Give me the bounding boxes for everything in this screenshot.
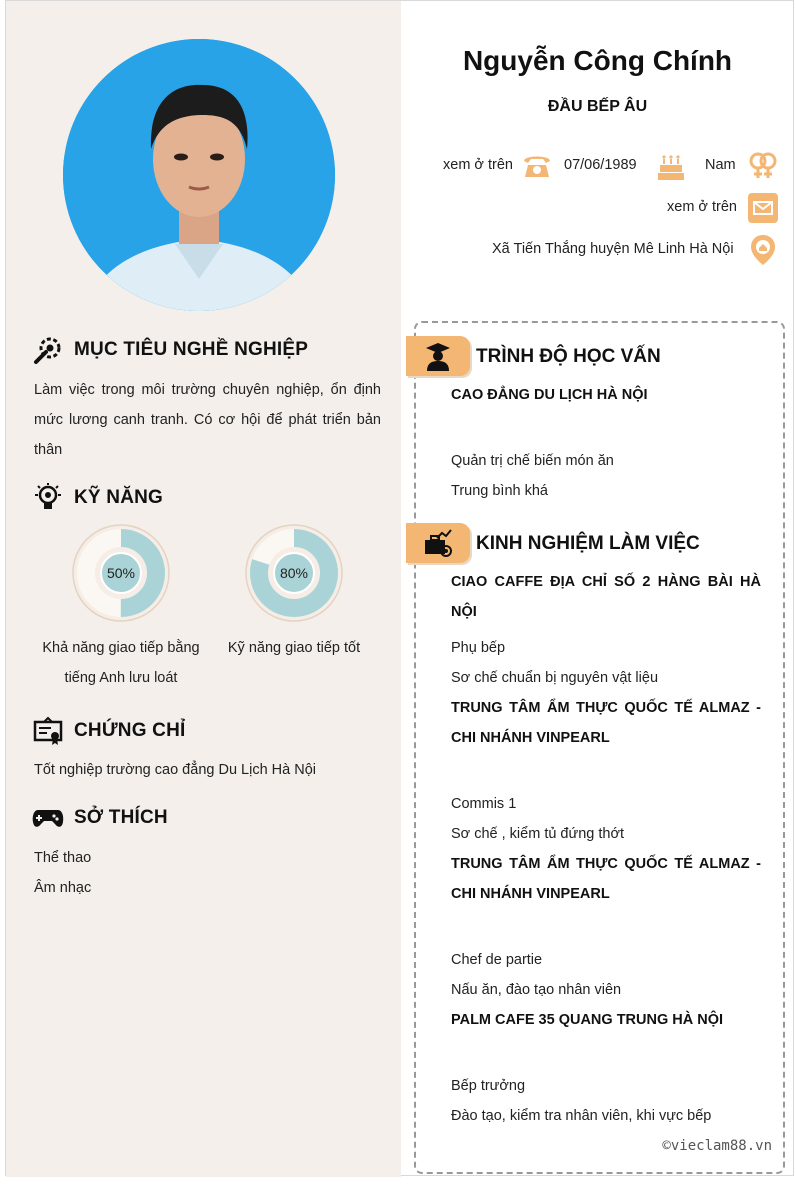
hobby-item: Âm nhạc: [34, 880, 92, 896]
skills-title: KỸ NĂNG: [74, 487, 164, 508]
briefcase-chart-icon: [423, 528, 453, 558]
dob-text: 07/06/1989: [564, 157, 637, 173]
skill-item: [36, 523, 206, 693]
job-company: PALM CAFE 35 QUANG TRUNG HÀ NỘI: [451, 1012, 724, 1028]
education-title: TRÌNH ĐỘ HỌC VẤN: [476, 346, 661, 367]
objective-title: MỤC TIÊU NGHỀ NGHIỆP: [74, 339, 309, 360]
skill-progress-ring: [244, 523, 344, 623]
certificate-icon: [32, 715, 64, 747]
skill-item: [209, 523, 379, 663]
experience-title: KINH NGHIỆM LÀM VIỆC: [476, 533, 700, 554]
job-duty: Đào tạo, kiểm tra nhân viên, khi vực bếp: [451, 1108, 712, 1124]
education-major: Quản trị chế biến món ăn: [451, 453, 614, 469]
experience-tab: [406, 523, 470, 563]
education-tab: [406, 336, 470, 376]
avatar: [63, 39, 335, 311]
education-school: CAO ĐẲNG DU LỊCH HÀ NỘI: [451, 387, 648, 403]
skill-label: Kỹ năng giao tiếp tốt: [227, 640, 361, 656]
objective-text: Làm việc trong môi trường chuyên nghiệp, ổn định mức lương canh tranh. Có cơ hội để phát triển bản thân: [34, 382, 381, 458]
location-pin-icon: [747, 234, 779, 266]
skill-ring: [244, 523, 344, 623]
skills-header: [32, 482, 163, 514]
job-duty: Sơ chế chuẩn bị nguyên vật liệu: [451, 670, 659, 686]
email-text: xem ở trên: [667, 199, 737, 215]
skill-percent: 80%: [279, 565, 309, 581]
gender-text: Nam: [705, 157, 736, 173]
gender-icon: [747, 150, 779, 182]
job-position: Phụ bếp: [451, 640, 506, 656]
certificate-item: Tốt nghiệp trường cao đẳng Du Lịch Hà Nội: [34, 762, 316, 778]
wrench-gear-icon: [32, 334, 64, 366]
skill-percent: 50%: [106, 565, 136, 581]
education-grade: Trung bình khá: [451, 483, 548, 499]
email-icon: [747, 192, 779, 224]
job-company: TRUNG TÂM ẨM THỰC QUỐC TẾ ALMAZ - CHI NHÁNH VINPEARL: [451, 700, 761, 746]
certificates-title: CHỨNG CHỈ: [74, 720, 186, 741]
birthday-cake-icon: [655, 150, 687, 182]
skill-progress-ring: [71, 523, 171, 623]
hobby-item: Thể thao: [34, 850, 92, 866]
address-text: Xã Tiến Thắng huyện Mê Linh Hà Nội: [492, 241, 734, 257]
hobbies-header: [32, 802, 168, 834]
skill-label: Khả năng giao tiếp bằng tiếng Anh lưu loát: [42, 640, 200, 686]
left-column: [6, 1, 401, 1177]
certificates-header: [32, 715, 186, 747]
graduate-icon: [424, 341, 452, 371]
job-position: Chef de partie: [451, 952, 543, 968]
lightbulb-gear-icon: [32, 482, 64, 514]
job-company: TRUNG TÂM ẨM THỰC QUỐC TẾ ALMAZ - CHI NHÁNH VINPEARL: [451, 856, 761, 902]
watermark: ©vieclam88.vn: [662, 1138, 772, 1154]
candidate-name: Nguyễn Công Chính: [462, 45, 733, 76]
job-position: Commis 1: [451, 796, 517, 812]
objective-header: [32, 334, 308, 366]
job-duty: Sơ chế , kiểm tủ đứng thớt: [451, 826, 624, 842]
phone-text: xem ở trên: [443, 157, 513, 173]
hobbies-title: SỞ THÍCH: [74, 807, 168, 828]
phone-icon: [521, 150, 553, 182]
right-column: [401, 1, 794, 1177]
cv-page: [5, 0, 794, 1176]
job-company: CIAO CAFFE ĐỊA CHỈ SỐ 2 HÀNG BÀI HÀ NỘI: [451, 574, 761, 620]
job-position: Bếp trưởng: [451, 1078, 526, 1094]
job-title: ĐẦU BẾP ÂU: [547, 98, 648, 115]
job-duty: Nấu ăn, đào tạo nhân viên: [451, 982, 622, 998]
skill-ring: [71, 523, 171, 623]
gamepad-icon: [32, 802, 64, 834]
